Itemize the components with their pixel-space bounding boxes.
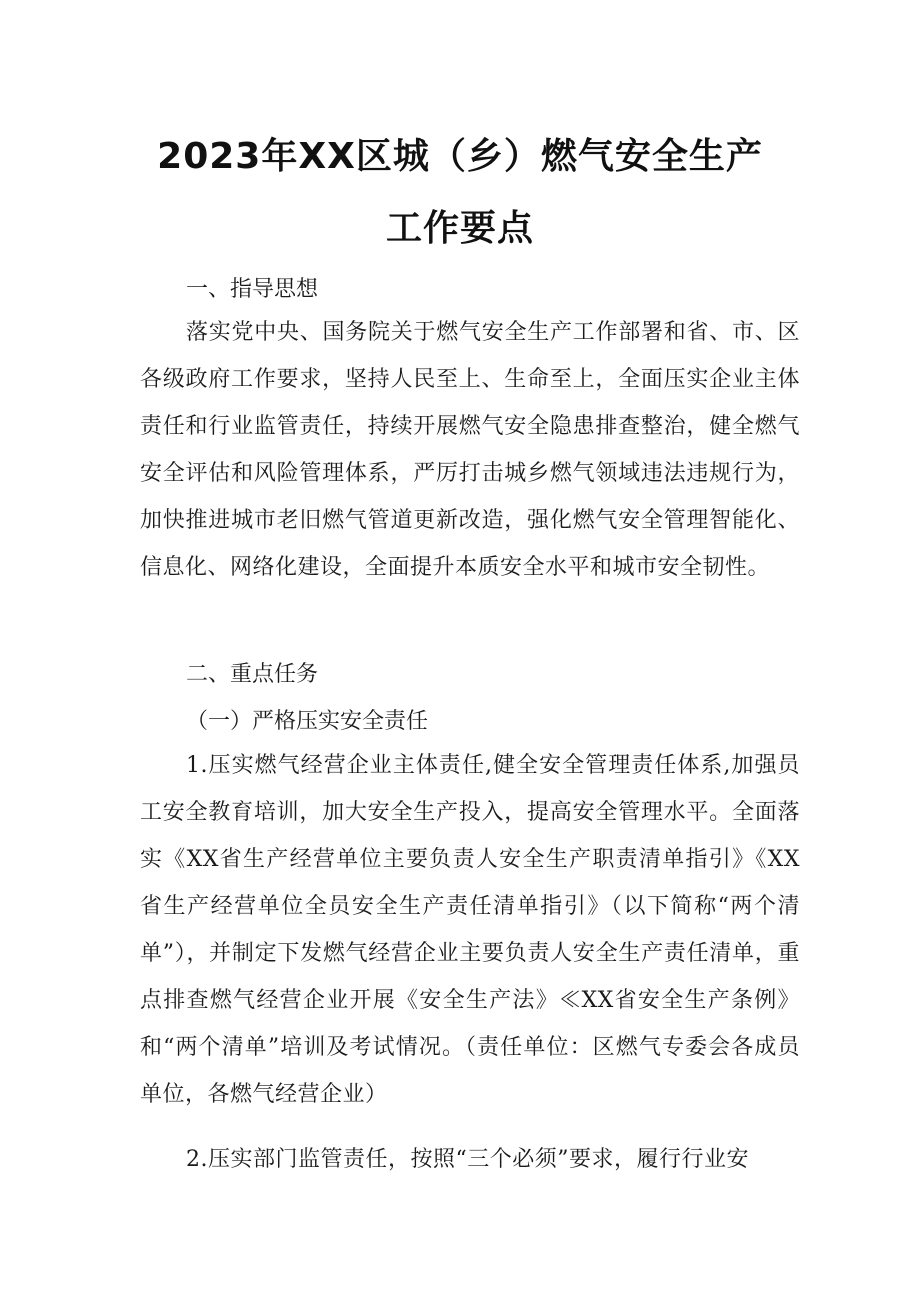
paragraph-guiding-ideology: 落实党中央、国务院关于燃气安全生产工作部署和省、市、区各级政府工作要求，坚持人民至上、生命至上，全面压实企业主体责任和行业监管责任，持续开展燃气安全隐患排查整治，健全燃气安全评估和风险管理体系，严厉打击城乡燃气领域违法违规行为，加快推进城市老旧燃气管道更新改造，强化燃气安全管理智能化、信息化、网络化建设，全面提升本质安全水平和城市安全韧性。 [140,320,800,580]
paragraph-task-2: 2.压实部门监管责任，按照“三个必须”要求，履行行业安 [186,1147,749,1172]
document-title-line-2: 工作要点 [385,208,534,249]
subsection-heading-safety-responsibility: （一）严格压实安全责任 [186,709,429,734]
document-title-line-1: 2023年XX区城（乡）燃气安全生产 [157,136,763,177]
section-heading-key-tasks: 二、重点任务 [186,662,319,687]
paragraph-task-1: 1.压实燃气经营企业主体责任,健全安全管理责任体系,加强员工安全教育培训，加大安全生产投入，提高安全管理水平。全面落实《XX省生产经营单位主要负责人安全生产职责清单指引》《XX省生产经营单位全员安全生产责任清单指引》（以下简称“两个清单”），并制定下发燃气经营企业主要负责人安全生产责任清单，重点排查燃气经营企业开展《安全生产法》≪XX省安全生产条例》和“两个清单”培训及考试情况。（责任单位：区燃气专委会各成员单位，各燃气经营企业） [140,753,800,1107]
section-heading-guiding-ideology: 一、指导思想 [186,277,319,302]
